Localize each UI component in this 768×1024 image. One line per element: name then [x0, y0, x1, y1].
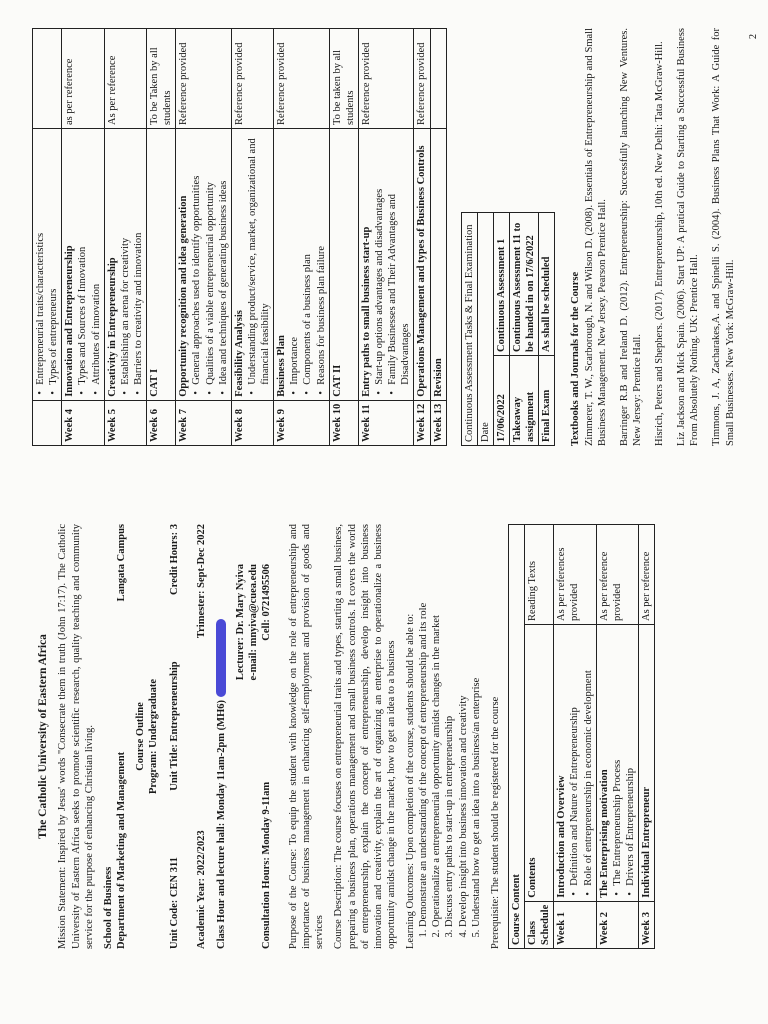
table-row [147, 29, 176, 446]
contents-cell [231, 129, 273, 401]
topic-item: • Establishing an arena for creativity [119, 132, 132, 397]
topic-item: • Start-up options advantages and disadvantages [373, 132, 386, 397]
course-purpose: Purpose of the Course: To equip the student with knowledge on the role of entrepreneurship and importance of business management in enhancing self-employment and provision of goods and services [288, 524, 326, 949]
topic-item: • Role of entrepreneurship in economic development [582, 628, 595, 898]
consultation-hours: Consultation Hours: Monday 9-11am [260, 781, 272, 949]
topic-items [76, 132, 102, 397]
school-name: School of Business [102, 866, 114, 949]
credit-hours: Credit Hours: 3 [169, 524, 181, 595]
topic-item: • Understanding product/service, market, organizational and financial feasibility [246, 132, 272, 397]
university-name: The Catholic University of Eastern Africa [37, 634, 49, 839]
header-reading: Reading Texts [525, 525, 554, 625]
week-cell: Week 10 [329, 400, 358, 445]
topic-item: • Reasons for business plan failure [315, 132, 328, 397]
assessment-row [539, 212, 555, 445]
assessment-header-date: Date [477, 212, 493, 445]
topic-items [568, 628, 594, 898]
header-schedule: Schedule [540, 904, 552, 945]
topic-item: • The Entrepreneurship Process [611, 628, 624, 898]
topic-item: • Importance [288, 132, 301, 397]
reading-cell: As per reference provided [596, 525, 638, 625]
header-contents: Contents [525, 625, 554, 902]
reading-cell: Reference provided [358, 29, 414, 129]
learning-outcome: 5. Understand how to get an idea into a business/an enterprise [470, 524, 483, 927]
contents-cell [176, 129, 232, 401]
reading-cell: As per reference [104, 29, 146, 129]
topic-item: • Attributes of innovation [90, 132, 103, 397]
learning-outcomes-list [417, 524, 483, 949]
topic-title: The Enterprising motivation [598, 769, 610, 898]
week-cell [33, 400, 62, 445]
topic-item: • Family Businesses and Their Advantages and Disadvantages [386, 132, 412, 397]
week-cell: Week 9 [274, 400, 330, 445]
reading-cell: As per references provided [554, 525, 596, 625]
week-cell: Week 8 [231, 400, 273, 445]
prerequisite: Prerequisite: The student should be registered for the course [489, 696, 501, 949]
page-two [0, 14, 768, 464]
week-cell: Week 5 [104, 400, 146, 445]
reference-entry: Zimmerer, T. W., Scarborough, N. and Wilson D. (2008). Essentials of Entrepreneurship and Small Business Management. New Jersey. Pearson Prentice Hall. [583, 28, 608, 446]
topic-item: • General approaches used to identify opportunities [190, 132, 203, 397]
table-caption: Course Content [508, 525, 524, 949]
page-one [0, 484, 768, 1004]
assessment-date: Final Exam [539, 356, 555, 446]
lecturer-email: e-mail: mnyiva@cuea.edu [247, 564, 259, 681]
table-row [274, 29, 330, 446]
contents-cell [358, 129, 414, 401]
course-description: Course Description: The course focuses on entrepreneurial traits and types, starting a small business, preparing a business plan, operations management and small business controls. It covers the world of entrepreneurship, explain the concept of entrepreneurship, develop insight into business innovation and creativity, explain the art of organizing an enterprise to operationalize a business opportunity amidst change in the market, how to get an idea to a business [333, 524, 397, 949]
topic-title: Operations Management and types of Business Controls [416, 145, 428, 397]
contents-cell [554, 625, 596, 902]
topic-item: • Entrepreneurial traits/characteristics [34, 132, 47, 397]
table-row [176, 29, 232, 446]
reading-cell [33, 29, 62, 129]
reading-cell: Reference provided [231, 29, 273, 129]
topic-item: • Drivers of Entrepreneurship [624, 628, 637, 898]
lecturer: Lecturer: Dr. Mary Nyiva [234, 564, 246, 681]
topic-title: Revision [432, 358, 444, 397]
learning-outcomes-intro: Learning Outcomes: Upon completion of the course, students should be able to: [405, 613, 416, 949]
contents-cell [104, 129, 146, 401]
contents-cell [414, 129, 430, 401]
topic-title: Innovation and Entrepreneurship [64, 245, 76, 397]
contents-cell [33, 129, 62, 401]
contents-cell [430, 129, 446, 401]
header-class: Class [527, 921, 538, 945]
table-row [231, 29, 273, 446]
reading-cell: Reference provided [274, 29, 330, 129]
week-cell: Week 3 [639, 901, 655, 948]
reading-cell: Reference provided [176, 29, 232, 129]
week-cell: Week 7 [176, 400, 232, 445]
topic-title: Individual Entrepreneur [641, 786, 652, 898]
topic-items [190, 132, 229, 397]
learning-outcome: 2. Operationalize a entrepreneurial opportunity amidst changes in the market [430, 524, 443, 927]
assessment-row [493, 212, 509, 445]
references-list [583, 28, 737, 446]
topic-item: • Components of a business plan [301, 132, 314, 397]
reference-entry: Timmons, J. A, Zacharakes,A. and Spinelli S. (2004). Business Plans That Work: A Guide for Small Businesses. New York: McGraw-Hill. [711, 28, 736, 446]
unit-title: Unit Title: Entrepreneurship [169, 661, 181, 791]
class-hour: Class Hour and lecture hall: Monday 11am-2pm (MH6) [215, 700, 227, 949]
contents-cell [639, 625, 655, 902]
mission-statement: Mission Statement: Inspired by Jesus' words "Consecrate them in truth (John 17:17). The Catholic University of Eastern Africa seeks to promote scientific research, quality teaching and community service for the purpose of enhancing Christian living. [57, 524, 95, 949]
page-number: 2 [747, 34, 759, 39]
assessment-task: As shall be scheduled [539, 212, 555, 355]
table-row [430, 29, 446, 446]
reference-entry: Barringer R.B and Ireland D. (2012). Entrepreneurship: Successfully launching New Ventures. New Jersey: Prentice Hall. [618, 28, 643, 446]
course-content-table [508, 524, 655, 949]
topic-title: Feasibility Analysis [233, 310, 245, 397]
program: Program: Undergraduate [148, 679, 160, 794]
assessment-date: Takeaway assignment [510, 356, 539, 446]
table-row [33, 29, 62, 446]
trimester: Trimester: Sept-Dec 2022 [196, 524, 208, 639]
department-name: Department of Marketing and Management [115, 751, 127, 949]
week-cell: Week 4 [62, 400, 104, 445]
week-cell: Week 11 [358, 400, 414, 445]
course-content-table-continued [32, 28, 447, 446]
topic-items [119, 132, 145, 397]
academic-year: Academic Year: 2022/2023 [196, 830, 208, 949]
learning-outcome: 3. Discuss entry paths to start-up in entrepreneurship [443, 524, 456, 927]
unit-code: Unit Code: CEN 311 [169, 857, 181, 949]
reading-cell [430, 29, 446, 129]
topic-items [246, 132, 272, 397]
assessment-task: Continuous Assessment 1 [493, 212, 509, 355]
outline-title: Course Outline [135, 702, 146, 771]
contents-cell [62, 129, 104, 401]
topic-title: Creativity in Entrepreneurship [106, 257, 118, 397]
reference-entry: Hisrich, Peters and Shephers. (2017). Entrepreneurship, 10th ed. New Delhi: Tata McGraw-Hill. [654, 41, 665, 446]
learning-outcome: 1. Demonstrate an understanding of the concept of entrepreneurship and its role [417, 524, 430, 927]
topic-item: • Definition and Nature of Entrepreneurship [568, 628, 581, 898]
topic-items [373, 132, 412, 397]
topic-title: CAT II [331, 364, 343, 397]
table-row [596, 525, 638, 949]
topic-item: • Types of entrepreneurs [47, 132, 60, 397]
contents-cell [596, 625, 638, 902]
reading-cell: As per reference [639, 525, 655, 625]
lecturer-cell: Cell: 0721495506 [260, 564, 272, 641]
contents-cell [147, 129, 176, 401]
topic-items [34, 132, 60, 397]
topic-title: Entry paths to small business start-up [360, 226, 372, 397]
topic-item: • Idea and techniques of generating business ideas [217, 132, 230, 397]
assessment-task: Continuous Assessment 11 to be handed in on 17/6/2022 [510, 212, 539, 355]
topic-item: • Qualities of a viable entrepreneurial opportunity [204, 132, 217, 397]
topic-title: Opportunity recognition and idea generation [178, 195, 190, 397]
table-row [639, 525, 655, 949]
table-row [358, 29, 414, 446]
reading-cell: To be Taken by all students [147, 29, 176, 129]
week-cell: Week 2 [596, 901, 638, 948]
contents-cell [274, 129, 330, 401]
topic-item: • Barriers to creativity and innovation [132, 132, 145, 397]
assessment-date: 17/06/2022 [493, 356, 509, 446]
week-cell: Week 13 [430, 400, 446, 445]
assessment-caption: Continuous Assessment Tasks & Final Examination [461, 212, 477, 445]
topic-title: Introduction and Overview [556, 775, 568, 898]
table-row [554, 525, 596, 949]
campus-name: Langata Campus [115, 524, 127, 602]
table-row [414, 29, 430, 446]
topic-title: Business Plan [276, 335, 288, 397]
assessment-table [461, 212, 556, 446]
reading-cell: as per reference [62, 29, 104, 129]
topic-items [288, 132, 327, 397]
week-cell: Week 1 [554, 901, 596, 948]
topic-item: • Types and Sources of Innovation [76, 132, 89, 397]
week-cell: Week 12 [414, 400, 430, 445]
topic-items [611, 628, 637, 898]
table-row [104, 29, 146, 446]
contents-cell [329, 129, 358, 401]
topic-title: CAT I [149, 368, 160, 397]
reference-entry: Liz Jackson and Mick Spain. (2006). Start UP: A pratical Guide to Starting a Successful Business From Absolutely Nothing. UK: Prentice Hall. [676, 28, 701, 446]
references-title: Textbooks and Journals for the Course [570, 271, 582, 446]
assessment-row [510, 212, 539, 445]
learning-outcome: 4. Develop insight into business innovation and creativity [457, 524, 470, 927]
table-row [329, 29, 358, 446]
reading-cell: To be taken by all students [329, 29, 358, 129]
redaction-scribble [216, 619, 226, 697]
table-row [62, 29, 104, 446]
reading-cell: Reference provided [414, 29, 430, 129]
week-cell: Week 6 [147, 400, 176, 445]
